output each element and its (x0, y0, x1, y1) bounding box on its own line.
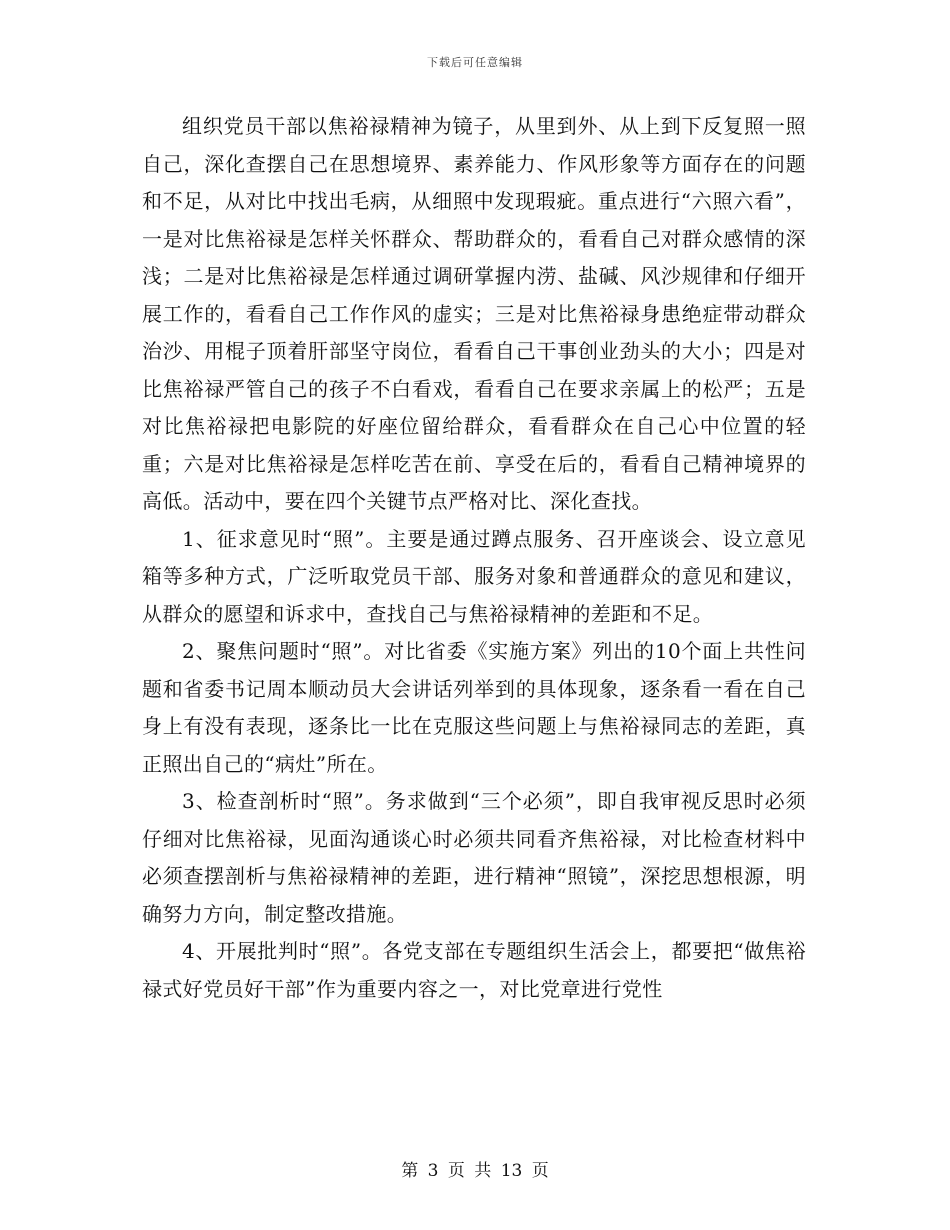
paragraph-item-3: 3、检查剖析时“照”。务求做到“三个必须”，即自我审视反思时必须仔细对比焦裕禄，见面沟通谈心时必须共同看齐焦裕禄，对比检查材料中必须查摆剖析与焦裕禄精神的差距，进行精神“照镜”，深挖思想根源，明确努力方向，制定整改措施。 (142, 789, 806, 926)
paragraph-item-2: 2、聚焦问题时“照”。对比省委《实施方案》列出的10个面上共性问题和省委书记周本顺动员大会讲话列举到的具体现象，逐条看一看在自己身上有没有表现，逐条比一比在克服这些问题上与焦裕禄同志的差距，真正照出自己的“病灶”所在。 (142, 639, 806, 776)
paragraph-item-4: 4、开展批判时“照”。各党支部在专题组织生活会上，都要把“做焦裕禄式好党员好干部”作为重要内容之一，对比党章进行党性 (142, 939, 806, 1001)
page-header-note: 下载后可任意编辑 (427, 56, 523, 69)
page-footer-number: 第 3 页 共 13 页 (401, 1161, 549, 1181)
document-body (142, 108, 806, 1008)
paragraph-intro: 组织党员干部以焦裕禄精神为镜子，从里到外、从上到下反复照一照自己，深化查摆自己在思想境界、素养能力、作风形象等方面存在的问题和不足，从对比中找出毛病，从细照中发现瑕疵。重点进行“六照六看”，一是对比焦裕禄是怎样关怀群众、帮助群众的，看看自己对群众感情的深浅；二是对比焦裕禄是怎样通过调研掌握内涝、盐碱、风沙规律和仔细开展工作的，看看自己工作作风的虚实；三是对比焦裕禄身患绝症带动群众治沙、用棍子顶着肝部坚守岗位，看看自己干事创业劲头的大小；四是对比焦裕禄严管自己的孩子不白看戏，看看自己在要求亲属上的松严；五是对比焦裕禄把电影院的好座位留给群众，看看群众在自己心中位置的轻重；六是对比焦裕禄是怎样吃苦在前、享受在后的，看看自己精神境界的高低。活动中，要在四个关键节点严格对比、深化查找。 (142, 114, 806, 513)
paragraph-item-1: 1、征求意见时“照”。主要是通过蹲点服务、召开座谈会、设立意见箱等多种方式，广泛听取党员干部、服务对象和普通群众的意见和建议，从群众的愿望和诉求中，查找自己与焦裕禄精神的差距和不足。 (142, 526, 806, 626)
